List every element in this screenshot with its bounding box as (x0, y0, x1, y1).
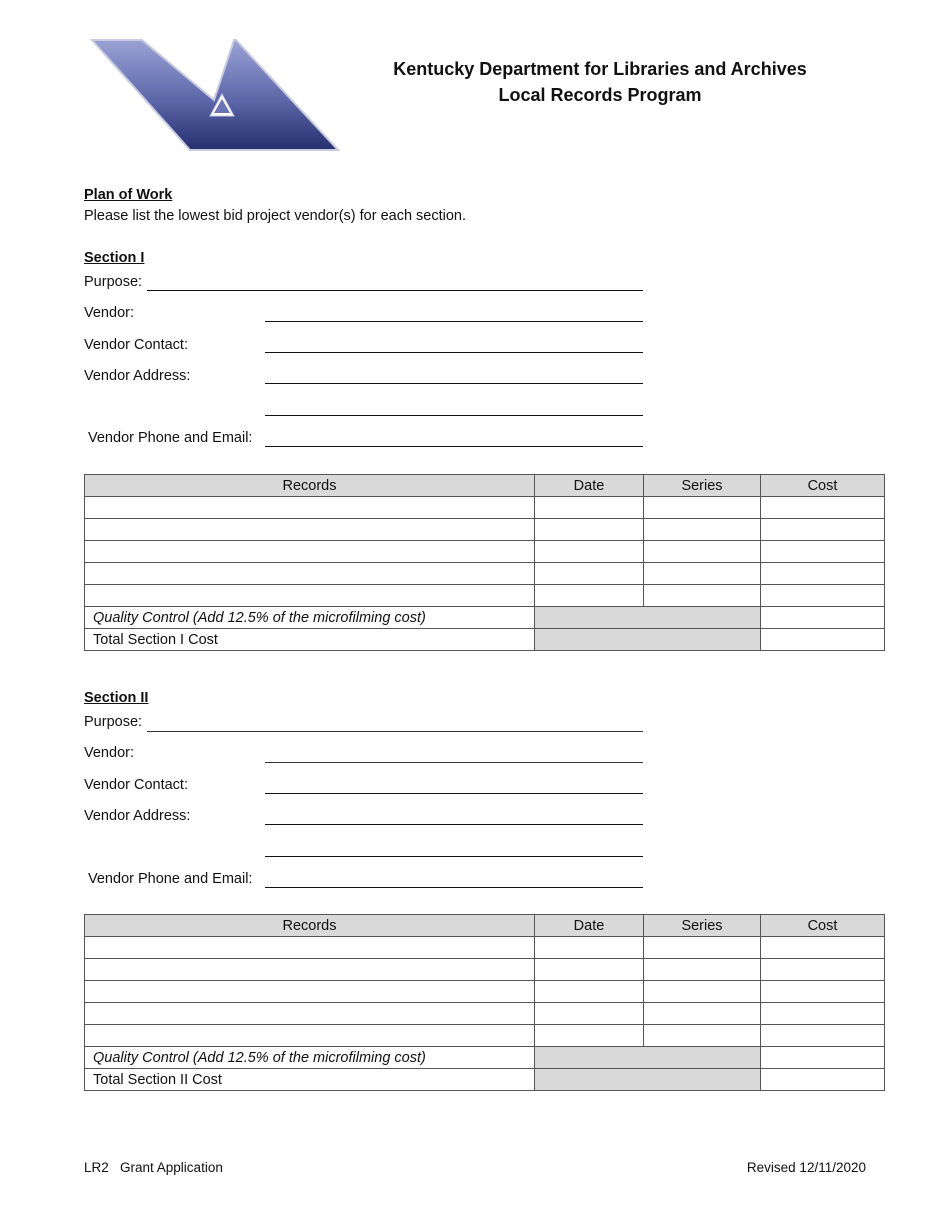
date-cell[interactable] (535, 519, 644, 541)
series-cell[interactable] (644, 541, 761, 563)
table-row (85, 1003, 885, 1025)
section-2-records-table (84, 914, 885, 1091)
section-1-address-label: Vendor Address: (84, 368, 191, 384)
section-2-purpose-label: Purpose: (84, 714, 143, 730)
column-header-series: Series (644, 915, 761, 937)
section-2-contact-label: Vendor Contact: (84, 777, 188, 793)
date-cell[interactable] (535, 1025, 644, 1047)
section-1-phone-field[interactable] (265, 446, 643, 447)
records-cell[interactable] (85, 563, 535, 585)
section-1-purpose-field[interactable] (147, 290, 643, 291)
section-2-contact-field[interactable] (265, 793, 643, 794)
table-row (85, 541, 885, 563)
total-label: Total Section I Cost (85, 629, 535, 651)
cost-cell[interactable] (761, 519, 885, 541)
cost-cell[interactable] (761, 937, 885, 959)
date-cell[interactable] (535, 563, 644, 585)
records-cell[interactable] (85, 497, 535, 519)
section-1-vendor-field[interactable] (265, 321, 643, 322)
cost-cell[interactable] (761, 497, 885, 519)
table-header-row (85, 915, 885, 937)
section-2-heading: Section II (84, 690, 149, 706)
series-cell[interactable] (644, 937, 761, 959)
section-2-purpose-field[interactable] (147, 731, 643, 732)
quality-control-row (85, 1047, 885, 1069)
quality-control-cost-cell[interactable] (761, 1047, 885, 1069)
series-cell[interactable] (644, 497, 761, 519)
section-2-address-field-2[interactable] (265, 856, 643, 857)
column-header-records: Records (85, 915, 535, 937)
section-1-address-field-1[interactable] (265, 383, 643, 384)
total-row (85, 629, 885, 651)
section-1-contact-field[interactable] (265, 352, 643, 353)
series-cell[interactable] (644, 959, 761, 981)
cost-cell[interactable] (761, 981, 885, 1003)
plan-instruction: Please list the lowest bid project vendor(s) for each section. (84, 208, 467, 224)
plan-of-work-heading: Plan of Work (84, 187, 173, 203)
total-cost-cell[interactable] (761, 1069, 885, 1091)
series-cell[interactable] (644, 1025, 761, 1047)
shaded-cell (535, 1047, 761, 1069)
date-cell[interactable] (535, 937, 644, 959)
records-cell[interactable] (85, 959, 535, 981)
section-2-phone-field[interactable] (265, 887, 643, 888)
date-cell[interactable] (535, 541, 644, 563)
cost-cell[interactable] (761, 1025, 885, 1047)
section-1-purpose-label: Purpose: (84, 274, 143, 290)
date-cell[interactable] (535, 1003, 644, 1025)
column-header-date: Date (535, 475, 644, 497)
column-header-series: Series (644, 475, 761, 497)
series-cell[interactable] (644, 563, 761, 585)
total-row (85, 1069, 885, 1091)
cost-cell[interactable] (761, 1003, 885, 1025)
footer-form-id: LR2 Grant Application (84, 1160, 223, 1175)
table-row (85, 959, 885, 981)
document-title (380, 56, 820, 108)
section-2-vendor-label: Vendor: (84, 745, 134, 761)
cost-cell[interactable] (761, 541, 885, 563)
section-2-phone-label: Vendor Phone and Email: (88, 871, 253, 887)
quality-control-row (85, 607, 885, 629)
title-line-1: Kentucky Department for Libraries and Archives (393, 59, 807, 79)
total-label: Total Section II Cost (85, 1069, 535, 1091)
column-header-records: Records (85, 475, 535, 497)
cost-cell[interactable] (761, 563, 885, 585)
shaded-cell (535, 629, 761, 651)
series-cell[interactable] (644, 1003, 761, 1025)
date-cell[interactable] (535, 585, 644, 607)
date-cell[interactable] (535, 497, 644, 519)
section-1-phone-label: Vendor Phone and Email: (88, 430, 253, 446)
series-cell[interactable] (644, 981, 761, 1003)
date-cell[interactable] (535, 981, 644, 1003)
section-1-records-table (84, 474, 885, 651)
section-2-vendor-field[interactable] (265, 762, 643, 763)
section-1-heading: Section I (84, 250, 145, 266)
table-row (85, 981, 885, 1003)
series-cell[interactable] (644, 585, 761, 607)
records-cell[interactable] (85, 937, 535, 959)
footer-revision-date: Revised 12/11/2020 (746, 1160, 866, 1175)
column-header-date: Date (535, 915, 644, 937)
table-row (85, 563, 885, 585)
table-row (85, 519, 885, 541)
quality-control-label: Quality Control (Add 12.5% of the microfilming cost) (85, 1047, 535, 1069)
cost-cell[interactable] (761, 585, 885, 607)
section-2-address-field-1[interactable] (265, 824, 643, 825)
shaded-cell (535, 607, 761, 629)
quality-control-label: Quality Control (Add 12.5% of the microfilming cost) (85, 607, 535, 629)
section-1-address-field-2[interactable] (265, 415, 643, 416)
table-row (85, 1025, 885, 1047)
kdla-logo-icon (88, 36, 340, 154)
records-cell[interactable] (85, 981, 535, 1003)
column-header-cost: Cost (761, 915, 885, 937)
section-2-address-label: Vendor Address: (84, 808, 191, 824)
cost-cell[interactable] (761, 959, 885, 981)
table-row (85, 585, 885, 607)
records-cell[interactable] (85, 541, 535, 563)
records-cell[interactable] (85, 1003, 535, 1025)
total-cost-cell[interactable] (761, 629, 885, 651)
section-1-contact-label: Vendor Contact: (84, 337, 188, 353)
series-cell[interactable] (644, 519, 761, 541)
table-row (85, 497, 885, 519)
date-cell[interactable] (535, 959, 644, 981)
section-1-vendor-label: Vendor: (84, 305, 134, 321)
title-line-2: Local Records Program (498, 85, 702, 105)
records-cell[interactable] (85, 519, 535, 541)
records-cell[interactable] (85, 585, 535, 607)
table-header-row (85, 475, 885, 497)
shaded-cell (535, 1069, 761, 1091)
quality-control-cost-cell[interactable] (761, 607, 885, 629)
column-header-cost: Cost (761, 475, 885, 497)
records-cell[interactable] (85, 1025, 535, 1047)
table-row (85, 937, 885, 959)
